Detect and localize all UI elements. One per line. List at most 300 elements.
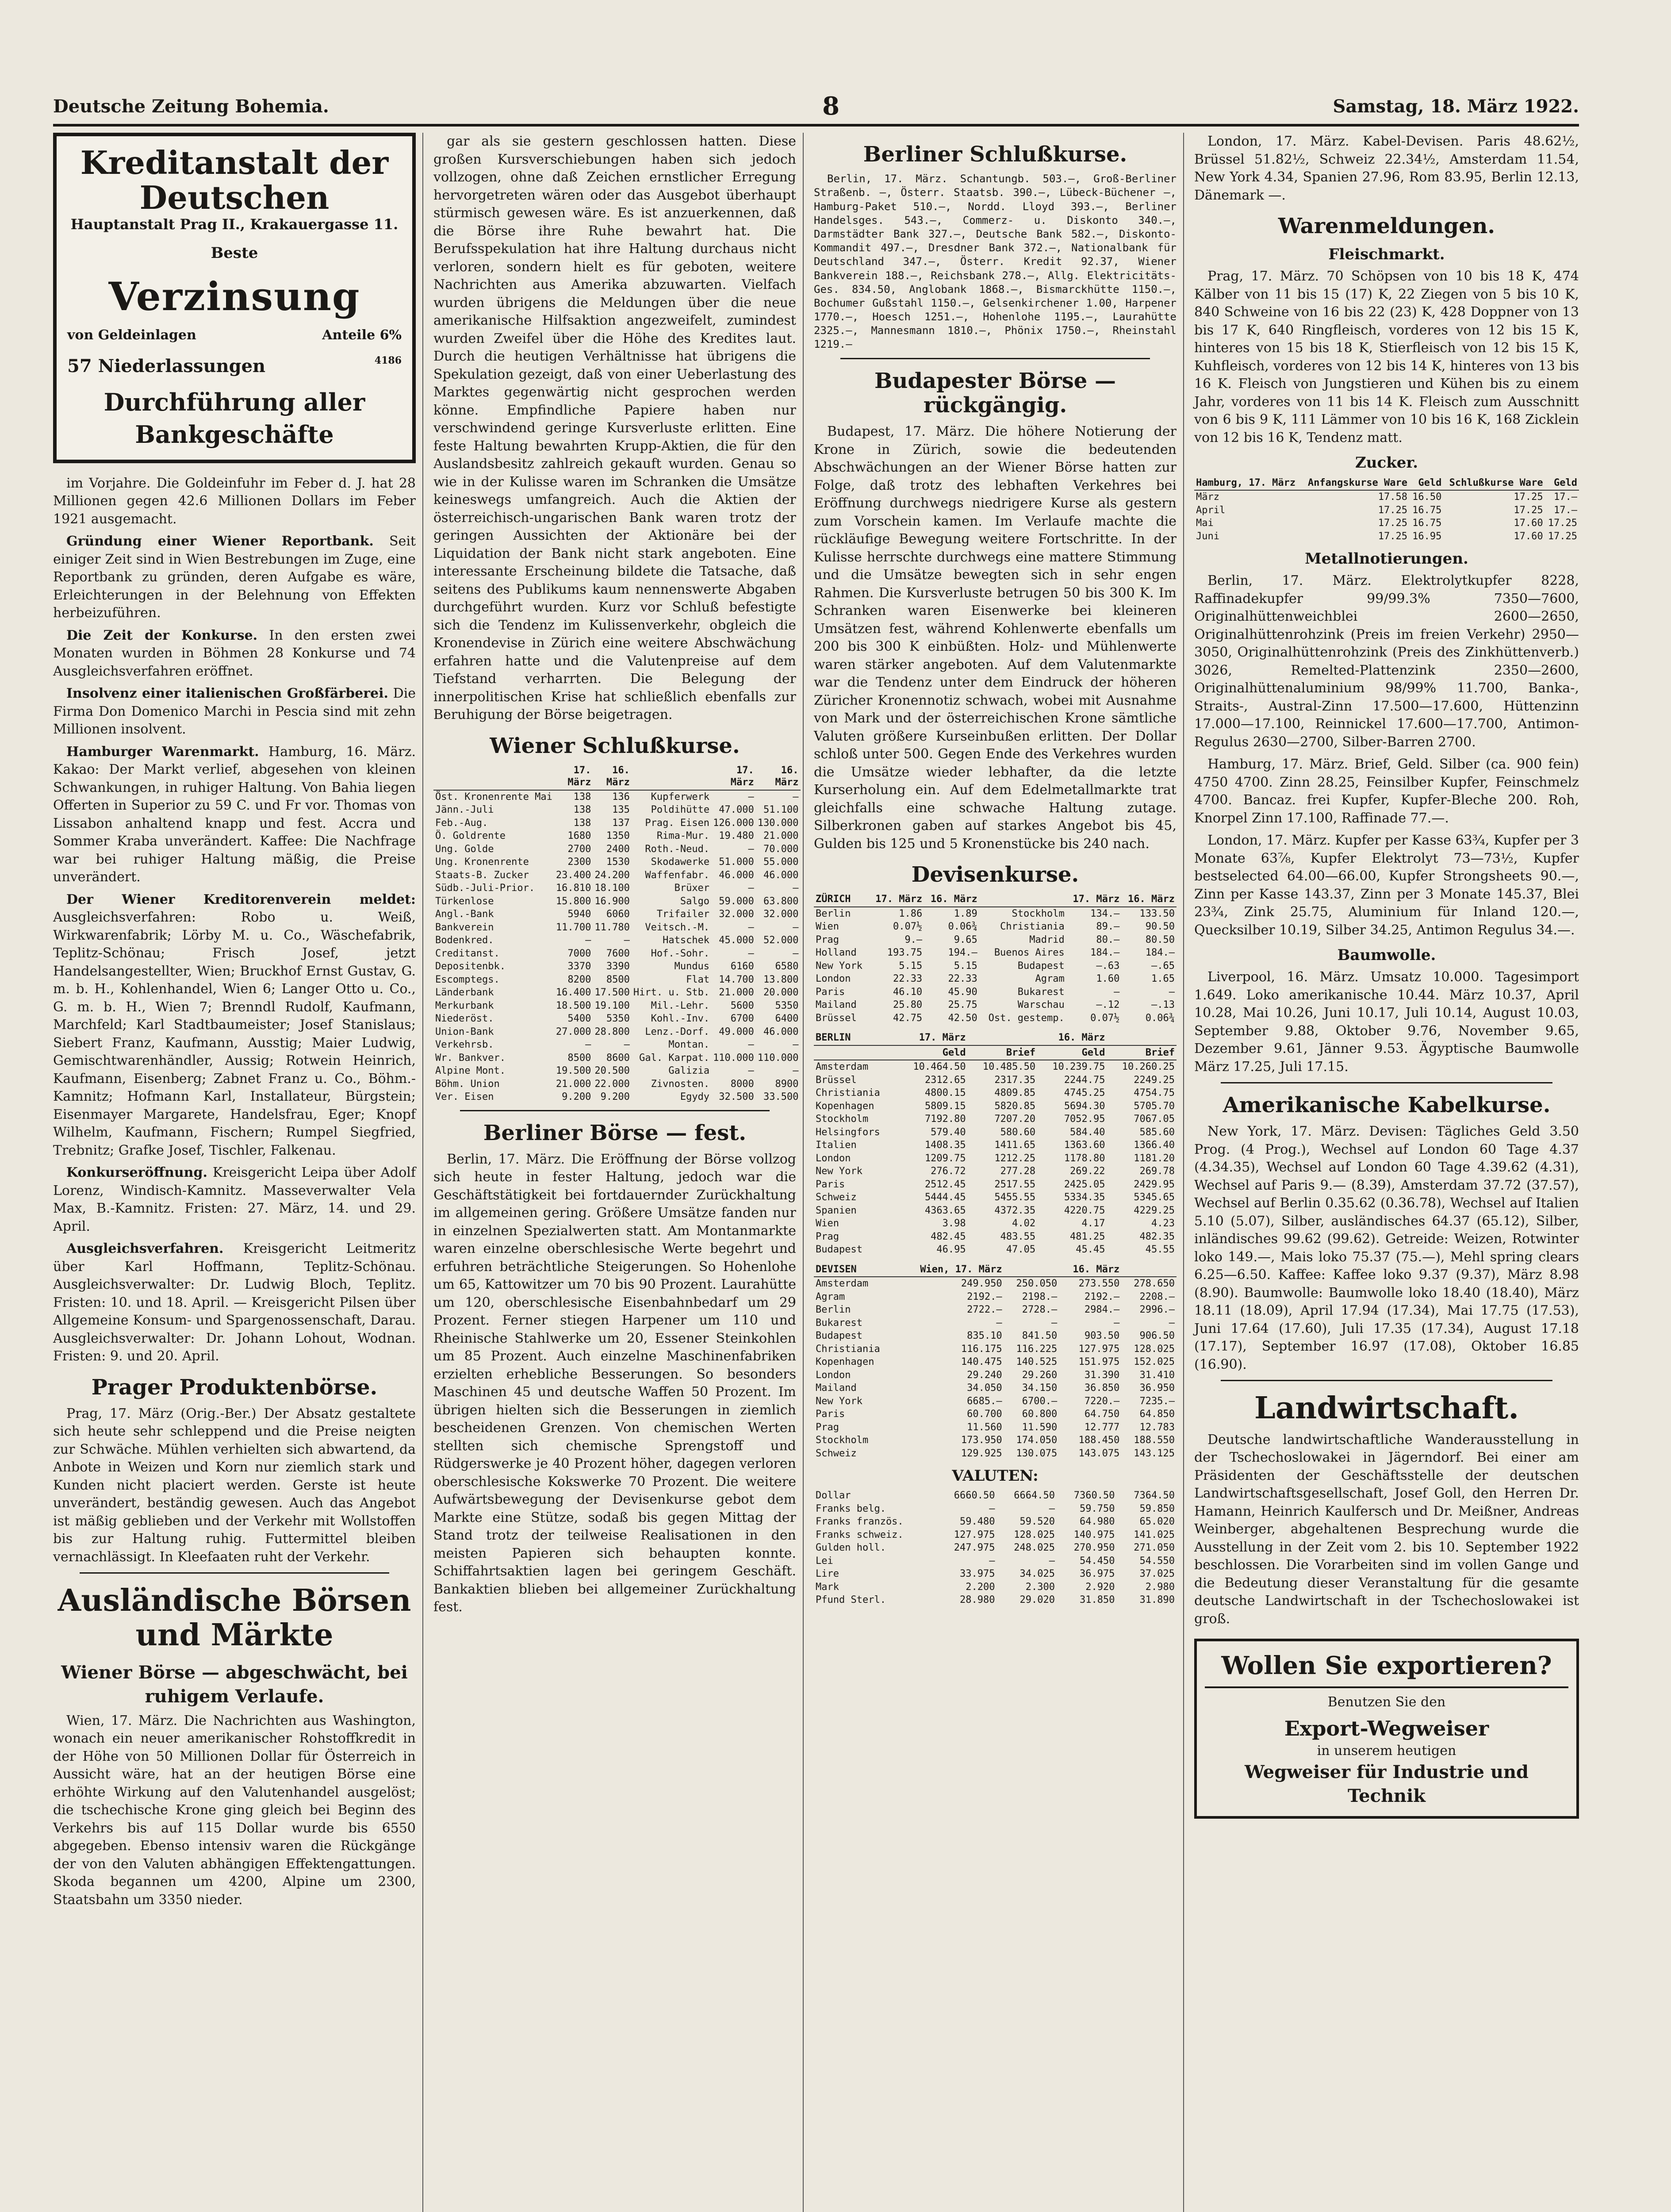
column-1 — [53, 133, 416, 2212]
table-cell: 42.75 — [893, 1012, 923, 1024]
table-cell: 60.700 — [967, 1409, 1002, 1420]
table-row — [433, 790, 801, 804]
table-row — [814, 1489, 1177, 1502]
table-cell: 5.15 — [899, 960, 923, 972]
table-header-cell: 16. März — [756, 764, 801, 790]
table-cell: 4.02 — [1012, 1218, 1036, 1229]
article-paragraph — [53, 685, 416, 739]
kreditanstalt-advertisement — [53, 133, 416, 463]
table-cell: Prag — [816, 934, 839, 945]
table-cell: 173.950 — [961, 1435, 1002, 1446]
table-cell: 585.60 — [1139, 1126, 1175, 1138]
header-masthead: Deutsche Zeitung Bohemia. — [53, 96, 329, 117]
article-paragraph: London, 17. März. Kupfer per Kasse 63¾, Kupfer per 3 Monate 63⅞, Kupfer Elektrolyt 73—73½, Kupfer bestselected 64.00—66.00, Kupfer Strongsheets 90.—, Zinn per Kasse 143.37, Zinn per 3 Monate 145.37, Blei 23¾, Zink 25.75, Aluminium für Inland 120.—, Quecksilber 10.19, Silber 34.25, Antimon Regulus 34.—. — [1194, 833, 1579, 938]
table-header-cell: 17. März — [869, 892, 924, 907]
table-cell: Paris — [816, 1179, 845, 1190]
table-cell: 2.200 — [966, 1581, 995, 1593]
table-row — [814, 1356, 1177, 1369]
table-cell: — — [624, 935, 630, 946]
table-header-cell: Geld — [1409, 476, 1443, 491]
table-cell: Christiania — [816, 1087, 880, 1099]
table-cell: 110.000 — [757, 1052, 799, 1064]
table-cell: — — [1049, 1503, 1055, 1514]
section-title-prager-produktenboerse: Prager Produktenbörse. — [91, 1375, 378, 1400]
table-cell: 52.000 — [763, 935, 799, 946]
table-header-cell: 17. März — [898, 1031, 967, 1045]
table-cell: 0.07½ — [893, 921, 923, 933]
table-cell: 12.777 — [1084, 1421, 1120, 1433]
table-header-cell: 17. März — [711, 764, 756, 790]
article-paragraph — [53, 743, 416, 887]
table-cell: 70.000 — [763, 843, 799, 855]
table-cell: New York — [816, 1166, 862, 1177]
table-cell: Holland — [816, 947, 857, 959]
table-cell: Gulden holl. — [816, 1542, 886, 1554]
article-paragraph: Berlin, 17. März. Elektrolytkupfer 8228, Raffinadekupfer 99/99.3% 7350—7600, Originalhüttenweichblei 2600—2650, Originalhüttenrohzink (Preis im freien Verkehr) 2950—3050, Originalhüttenrohzink (Preis des Zinkhüttenverb.) 3026, Remelted-Plattenzink 2350—2600, Originalhüttenaluminium 98/99% 11.700, Banka-, Straits-, Austral-Zinn 17.500—17.600, Hüttenzinn 17.000—17.100, Reinnickel 17.600—17.700, Antimon-Regulus 2630—2700, Silber-Barren 2700. — [1194, 573, 1579, 750]
table-cell: 2517.55 — [994, 1179, 1036, 1190]
table-cell: 19.500 — [556, 1065, 591, 1077]
table-cell: — — [793, 1039, 799, 1051]
table-cell: —.12 — [1096, 999, 1120, 1011]
table-cell: New York — [816, 1395, 862, 1407]
zucker-table — [1194, 476, 1579, 543]
table-cell: Ung. Kronenrente — [435, 856, 529, 868]
table-cell: 17.25 — [1514, 504, 1543, 516]
table-cell: 25.80 — [893, 999, 923, 1011]
ad-durchfuehrung: Durchführung aller Bankgeschäfte — [103, 388, 365, 449]
table-cell: 5455.55 — [994, 1192, 1036, 1203]
table-cell: Waffenfabr. — [645, 869, 710, 881]
article-paragraph — [53, 1240, 416, 1366]
table-cell: 59.000 — [719, 895, 754, 907]
table-cell: 188.550 — [1134, 1435, 1175, 1446]
table-cell: — — [1169, 986, 1175, 998]
table-header-cell — [1107, 1031, 1177, 1045]
table-cell: 2700 — [567, 843, 591, 855]
table-row — [814, 1012, 1177, 1025]
table-cell: 7052.95 — [1064, 1114, 1105, 1125]
table-cell: 249.950 — [961, 1278, 1002, 1290]
table-row — [433, 908, 801, 921]
table-cell: Franks schweiz. — [816, 1529, 904, 1540]
export-ad-title: Wollen Sie exportieren? — [1205, 1649, 1568, 1688]
table-row — [814, 946, 1177, 960]
table-cell: 130.000 — [757, 817, 799, 829]
table-cell: 28.800 — [594, 1026, 630, 1037]
table-cell: 8900 — [775, 1078, 799, 1090]
table-header-cell: 17. März — [1066, 892, 1122, 907]
paragraph-head: Der Wiener Kreditorenverein meldet: — [66, 891, 416, 907]
divider — [1221, 1380, 1552, 1381]
table-cell: 2192.— — [1084, 1291, 1120, 1302]
table-row — [814, 1074, 1177, 1087]
table-cell: — — [793, 791, 799, 803]
divider — [1221, 1082, 1552, 1083]
table-row — [433, 1012, 801, 1025]
table-cell: 1209.75 — [924, 1152, 966, 1164]
table-cell: 0.06¾ — [948, 921, 977, 933]
table-cell: 138 — [573, 817, 591, 829]
table-cell: 7235.— — [1139, 1395, 1175, 1407]
table-cell: Brüxer — [674, 883, 710, 894]
table-cell: 15.800 — [556, 895, 591, 907]
table-row — [814, 1178, 1177, 1191]
section-title-devisenkurse: Devisenkurse. — [911, 862, 1079, 887]
table-cell: 2400 — [606, 843, 630, 855]
table-cell: 17.— — [1554, 504, 1577, 516]
table-cell: 64.980 — [1080, 1516, 1115, 1528]
table-cell: Buenos Aires — [994, 947, 1065, 959]
table-cell: New York — [816, 960, 862, 972]
zurich-devisen-table — [814, 892, 1177, 1025]
table-cell: 31.410 — [1139, 1369, 1175, 1381]
table-row — [814, 920, 1177, 933]
table-cell: 17.25 — [1378, 504, 1408, 516]
table-cell: 32.500 — [719, 1091, 754, 1103]
table-cell: — — [1114, 986, 1120, 998]
table-cell: Lenz.-Dorf. — [645, 1026, 710, 1037]
table-cell: 11.700 — [556, 922, 591, 933]
berlin-devisen-table — [814, 1031, 1177, 1256]
table-row — [814, 1217, 1177, 1230]
table-cell: 584.40 — [1070, 1126, 1105, 1138]
table-cell: Budapest — [1017, 960, 1065, 972]
table-cell: — — [989, 1503, 995, 1514]
paragraph-text: Die Firma Don Domenico Marchi in Pescia sind mit zehn Millionen insolvent. — [53, 686, 416, 737]
table-cell: 2300 — [567, 856, 591, 868]
table-cell: Warschau — [1017, 999, 1065, 1011]
table-cell: 24.200 — [594, 869, 630, 881]
table-cell: 273.550 — [1078, 1278, 1120, 1290]
subsection-title-zucker: Zucker. — [1355, 454, 1418, 472]
table-cell: 59.850 — [1139, 1503, 1175, 1514]
table-cell: 9.65 — [954, 934, 977, 945]
table-cell: Kupferwerk — [651, 791, 710, 803]
table-header-cell: 16. März — [1037, 1031, 1107, 1045]
table-cell: 46.95 — [936, 1244, 966, 1256]
table-cell: Italien — [816, 1140, 857, 1151]
table-cell: 59.520 — [1019, 1516, 1055, 1528]
table-cell: 7000 — [567, 948, 591, 959]
table-cell: Hof.-Sohr. — [651, 948, 710, 959]
table-cell: 17.25 — [1378, 518, 1408, 529]
table-cell: 5705.70 — [1134, 1100, 1175, 1112]
ad-verzinsung: Verzinsung — [108, 273, 360, 320]
table-cell: Länderbank — [435, 987, 494, 998]
table-cell: Hirt. u. Stb. — [633, 987, 710, 998]
table-cell: London — [816, 973, 851, 985]
table-cell: Veitsch.-M. — [645, 922, 710, 933]
table-row — [814, 1139, 1177, 1152]
table-cell: — — [748, 843, 754, 855]
table-cell: Budapest — [816, 1330, 862, 1342]
table-cell: 5600 — [730, 1000, 754, 1011]
section-title-auslaendische-boersen: Ausländische Börsen und Märkte — [57, 1583, 411, 1653]
table-cell: — — [748, 883, 754, 894]
table-row — [814, 1369, 1177, 1382]
table-cell: 6400 — [775, 1013, 799, 1025]
table-cell: 22.000 — [594, 1078, 630, 1090]
table-cell: Staats-B. Zucker — [435, 869, 529, 881]
table-cell: — — [748, 791, 754, 803]
table-row — [814, 1434, 1177, 1447]
table-cell: 6685.— — [967, 1395, 1002, 1407]
table-row — [814, 1243, 1177, 1256]
export-ad-line: Export-Wegweiser — [1284, 1717, 1489, 1741]
table-row — [814, 1382, 1177, 1395]
table-header-cell: Geld — [1545, 476, 1579, 491]
table-cell: 5444.45 — [924, 1192, 966, 1203]
table-cell: 2512.45 — [924, 1179, 966, 1190]
table-cell: Depositenbk. — [435, 961, 506, 972]
article-paragraph: Prag, 17. März (Orig.-Ber.) Der Absatz gestaltete sich heute sehr schleppend und die Preise neigten zur Schwäche. Mühlen verhielten sich abwartend, da Anbote in Weizen und Korn nur ziemlich stark und Kunden nicht placiert werden. Gerste ist heute unverändert, beständig gewesen. Auch das Angebot ist mäßig geblieben und der Verkehr mit Wollstoffen bis zur Haltung ruhig. Futtermittel bleiben vernachlässigt. In Kleefaaten ruht der Verkehr. — [53, 1406, 416, 1565]
table-cell: 11.780 — [594, 922, 630, 933]
table-cell: 1530 — [606, 856, 630, 868]
table-cell: Roth.-Neud. — [645, 843, 710, 855]
table-cell: 6160 — [730, 961, 754, 972]
table-cell: — — [585, 935, 591, 946]
table-cell: Bodenkred. — [435, 935, 494, 946]
table-cell: 128.025 — [1134, 1343, 1175, 1355]
table-cell: 22.33 — [948, 973, 977, 985]
table-cell: — — [793, 883, 799, 894]
table-row — [814, 1555, 1177, 1568]
column-2 — [433, 133, 799, 2212]
table-cell: 21.000 — [763, 830, 799, 842]
table-row — [1194, 530, 1579, 543]
table-cell: Brüssel — [816, 1074, 857, 1086]
article-paragraph: Prag, 17. März. 70 Schöpsen von 10 bis 18 K, 474 Kälber von 11 bis 15 (17) K, 22 Ziegen von 5 bis 10 K, 840 Schweine von 16 bis 22 (23) K, 428 Doppner von 13 bis 17 K, 640 Ringfleisch, vorderes von 12 bis 15 K, hinteres von 15 bis 18 K, Stierfleisch von 12 bis 15 K, Kuhfleisch, vorderes von 12 bis 14 K, hinteres von 13 bis 16 K. Fleisch von Jungstieren und Kühen bis zu einem Jahr, vorderes von 11 bis 14 K. Fleisch zum Ausschnitt von 6 bis 9 K, 111 Lämmer von 10 bis 16 K, 168 Zicklein von 12 bis 16 K, Tendenz matt. — [1194, 269, 1579, 445]
table-row — [433, 1064, 801, 1078]
table-cell: 55.000 — [763, 856, 799, 868]
table-row — [433, 1038, 801, 1052]
table-cell: 143.125 — [1134, 1448, 1175, 1459]
table-cell: 7220.— — [1084, 1395, 1120, 1407]
table-row — [814, 1230, 1177, 1244]
table-cell: 129.925 — [961, 1448, 1002, 1459]
article-paragraph: im Vorjahre. Die Goldeinfuhr im Feber d. J. hat 28 Millionen gegen 42.6 Millionen Dollars im Feber 1921 ausgemacht. — [53, 475, 416, 527]
table-cell: Mil.-Lehr. — [651, 1000, 710, 1011]
table-cell: Kohl.-Inv. — [651, 1013, 710, 1025]
table-cell: 14.700 — [719, 974, 754, 985]
table-cell: 5694.30 — [1064, 1100, 1105, 1112]
table-header-cell — [1004, 1263, 1059, 1277]
table-cell: 2.980 — [1145, 1581, 1175, 1593]
table-row — [433, 1078, 801, 1091]
table-cell: Union-Bank — [435, 1026, 494, 1037]
table-header-cell: Brief — [968, 1045, 1037, 1060]
table-cell: 277.28 — [1000, 1166, 1036, 1177]
paragraph-head: Konkurseröffnung. — [66, 1165, 207, 1181]
table-cell: 5345.65 — [1134, 1192, 1175, 1203]
table-cell: 28.980 — [960, 1594, 995, 1606]
table-cell: 36.975 — [1080, 1568, 1115, 1580]
subsection-title-metallnotierungen: Metallnotierungen. — [1305, 550, 1468, 568]
table-cell: 7600 — [606, 948, 630, 959]
table-row — [814, 1165, 1177, 1178]
table-cell: 174.050 — [1016, 1435, 1058, 1446]
table-cell: Ung. Golde — [435, 843, 494, 855]
table-cell: 1350 — [606, 830, 630, 842]
table-cell: 80.— — [1096, 934, 1120, 945]
section-title-amerikanische-kabelkurse: Amerikanische Kabelkurse. — [1223, 1093, 1551, 1118]
table-cell: 6664.50 — [1014, 1490, 1055, 1502]
table-row — [814, 1541, 1177, 1555]
table-cell: 5.15 — [954, 960, 977, 972]
table-row — [433, 1052, 801, 1065]
table-cell: 841.50 — [1022, 1330, 1058, 1342]
table-cell: Südb.-Juli-Prior. — [435, 883, 535, 894]
table-cell: Alpine Mont. — [435, 1065, 506, 1077]
table-cell: —.65 — [1151, 960, 1175, 972]
table-row — [814, 1204, 1177, 1217]
column-rule — [1183, 133, 1184, 2212]
table-cell: 4363.65 — [924, 1205, 966, 1216]
table-cell: 46.000 — [763, 869, 799, 881]
table-cell: Hatschek — [663, 935, 710, 946]
table-cell: 22.33 — [893, 973, 923, 985]
table-cell: 1408.35 — [924, 1140, 966, 1151]
table-cell: 580.60 — [1000, 1126, 1036, 1138]
table-cell: 140.525 — [1016, 1356, 1058, 1368]
table-row — [433, 973, 801, 987]
article-paragraph: Berlin, 17. März. Die Eröffnung der Börse vollzog sich heute in fester Haltung, jedoch war die Geschäftstätigkeit bei fortdauernder Zurückhaltung im allgemeinen gering. Größere Umsätze fanden nur in einzelnen Spezialwerten statt. Am Montanmarkte waren einzelne oberschlesische Werte begehrt und erfuhren beträchtliche Steigerungen. So Hohenlohe um 65, Kattowitzer um 70 bis 90 Prozent. Laurahütte um 120, oberschlesische Eisenbahnbedarf um 29 Prozent. Ferner stiegen Harpener um 110 und Rheinische Stahlwerke um 20, Essener Steinkohlen um 85 Prozent. Auch einzelne Maschinenfabriken erzielten erhebliche Besserungen. So besonders Maschinen 45 und deutsche Waffen 50 Prozent. Im übrigen hielten sich die Besserungen in ziemlich bescheidenen Grenzen. Von chemischen Werten stellten sich chemische Sprengstoff und Rüdgerswerke je 40 Prozent höher, dagegen verloren oberschlesische Kokswerke 70 Prozent. Die weitere Aufwärtsbewegung der Devisenkurse gebot dem Markte eine Stütze, sodaß bis gegen Mittag der Stand trotz der teilweise Realisationen in den meisten Papieren sich behaupten konnte. Schiffahrtsaktien lagen bei geringem Geschäft. Bankaktien blieben bei allgemeiner Zurückhaltung fest. — [433, 1151, 796, 1615]
table-cell: 2312.65 — [924, 1074, 966, 1086]
table-cell: Trifailer — [656, 909, 710, 920]
table-cell: 42.50 — [948, 1012, 977, 1024]
article-paragraph: gar als sie gestern geschlossen hatten. Diese großen Kursverschiebungen haben sich jedoch vollzogen, ohne daß Zeichen ernstlicher Erregung hervorgetreten wären oder das Ausgebot überhaupt stürmisch gewesen wäre. Es ist anzuerkennen, daß die Börse ihre Ruhe bewahrt hat. Die Berufsspekulation hat ihre Haltung durchaus nicht verloren, sondern hielt es für geboten, weitere Nachrichten aus Amerika abzuwarten. Vielfach wurden übrigens die Meldungen über die neue amerikanische Hilfsaktion angezweifelt, zumindest wurden Zweifel über die Höhe des Kredites laut. Durch die heutigen Verhältnisse hat übrigens die Spekulation gezeigt, daß von einer Ueberlastung des Marktes gegenwärtig nicht gesprochen werden könne. Empfindliche Papiere haben nur verschwindend geringe Kursverluste erlitten. Eine feste Haltung bewahrten Krupp-Aktien, die für den Auslandsbesitz zahlreich gekauft wurden. Genau so wie in der Kulisse waren im Schranken die Umsätze keineswegs umfangreich. Auch die Aktien der österreichisch-ungarischen Bank waren trotz der geringen Aussichten der Aktionäre bei der Liquidation der Bank nicht stark angeboten. Eine interessante Erscheinung bildete die Tatsache, daß seitens des Publikums kaum nennenswerte Abgaben durchgeführt wurden. Kurz vor Schluß befestigte sich die Tendenz im Kulissenverkehr, obgleich die Kronendevise in Zürich eine weitere Abschwächung erfahren hatte und die Valutenpreise auf dem Tiefstand verharrten. Die Belegung der innerpolitischen Krise hat schließlich ebenfalls zur Beruhigung der Börse beigetragen. — [433, 134, 796, 722]
table-cell: 2249.25 — [1134, 1074, 1175, 1086]
table-cell: 188.450 — [1078, 1435, 1120, 1446]
table-header-cell: ZÜRICH — [814, 892, 869, 907]
article-paragraph: Wien, 17. März. Die Nachrichten aus Washington, wonach ein neuer amerikanischer Rohstoffkredit in der Höhe von 50 Millionen Dollar für Österreich in Aussicht wäre, hat an der heutigen Börse eine erhöhte Wirkung auf den Valutenhandel ausgelöst; die tschechische Krone ging gleich bei Beginn des Verkehrs bis auf 115 Dollar wurde bis 6550 abgegeben. Ebenso intensiv waren die Rückgänge der von den Valuten abhängigen Effektengattungen. Skoda begannen um 4200, Alpine um 2300, Staatsbahn um 3350 nieder. — [53, 1713, 416, 1908]
table-header-cell: Hamburg, 17. März — [1194, 476, 1302, 491]
table-cell: 4372.35 — [994, 1205, 1036, 1216]
table-header-cell: DEVISEN — [814, 1263, 898, 1277]
article-paragraph — [53, 533, 416, 622]
table-row — [433, 882, 801, 895]
ad-phone: 4186 — [374, 354, 402, 366]
table-cell: 482.45 — [931, 1231, 966, 1242]
table-cell: 1680 — [567, 830, 591, 842]
table-cell: 2996.— — [1139, 1304, 1175, 1316]
table-cell: 136 — [612, 791, 630, 803]
table-cell: März — [1196, 492, 1219, 503]
table-cell: 16.75 — [1412, 518, 1442, 529]
table-cell: Mailand — [816, 999, 857, 1011]
section-title-berliner-schlusskurse: Berliner Schlußkurse. — [863, 142, 1127, 167]
table-cell: 25.75 — [948, 999, 977, 1011]
table-cell: 47.05 — [1006, 1244, 1036, 1256]
table-row — [1194, 517, 1579, 530]
table-cell: Pfund Sterl. — [816, 1594, 886, 1606]
table-cell: 141.025 — [1134, 1529, 1175, 1540]
table-cell: 7360.50 — [1073, 1490, 1115, 1502]
table-cell: Angl.-Bank — [435, 909, 494, 920]
table-cell: 65.020 — [1139, 1516, 1175, 1528]
table-cell: London — [816, 1152, 851, 1164]
table-cell: Galizia — [668, 1065, 710, 1077]
table-cell: Creditanst. — [435, 948, 500, 959]
export-ad-line: in unserem heutigen — [1317, 1743, 1456, 1759]
table-cell: 4800.15 — [924, 1087, 966, 1099]
table-cell: 7364.50 — [1134, 1490, 1175, 1502]
table-cell: 2192.— — [967, 1291, 1002, 1302]
table-row — [433, 1091, 801, 1104]
table-row — [433, 817, 801, 830]
table-cell: 2.300 — [1025, 1581, 1055, 1593]
table-cell: 1212.25 — [994, 1152, 1036, 1164]
table-cell: 16.400 — [556, 987, 591, 998]
table-cell: 4745.25 — [1064, 1087, 1105, 1099]
table-cell: 143.075 — [1078, 1448, 1120, 1459]
table-cell: 4.17 — [1081, 1218, 1105, 1229]
table-cell: Öst. Kronenrente Mai — [435, 791, 552, 803]
table-cell: Ver. Eisen — [435, 1091, 494, 1103]
table-row — [814, 1408, 1177, 1421]
table-row — [814, 1060, 1177, 1074]
table-cell: 2984.— — [1084, 1304, 1120, 1316]
table-cell: Amsterdam — [816, 1061, 869, 1073]
table-cell: 8500 — [567, 1052, 591, 1064]
wien-devisen-table — [814, 1263, 1177, 1460]
table-row — [433, 960, 801, 973]
table-header-cell: Anfangskurse Ware — [1302, 476, 1409, 491]
table-row — [1194, 490, 1579, 504]
table-row — [814, 1126, 1177, 1139]
header-date: Samstag, 18. März 1922. — [1333, 96, 1579, 117]
table-cell: 4229.25 — [1134, 1205, 1175, 1216]
table-header-cell: Geld — [1037, 1045, 1107, 1060]
table-header-cell: Geld — [898, 1045, 967, 1060]
table-cell: 27.000 — [556, 1026, 591, 1037]
table-cell: 54.550 — [1139, 1555, 1175, 1567]
table-cell: Lire — [816, 1568, 839, 1580]
table-cell: Böhm. Union — [435, 1078, 500, 1090]
table-row — [433, 1025, 801, 1039]
table-cell: 483.55 — [1000, 1231, 1036, 1242]
table-cell: 45.55 — [1145, 1244, 1175, 1256]
table-row — [814, 1191, 1177, 1204]
table-cell: Kopenhagen — [816, 1100, 874, 1112]
table-cell: Salgo — [680, 895, 710, 907]
table-row — [814, 1581, 1177, 1594]
table-row — [1194, 504, 1579, 517]
table-cell: — — [1049, 1555, 1055, 1567]
table-cell: 127.975 — [954, 1529, 995, 1540]
table-cell: 18.500 — [556, 1000, 591, 1011]
table-cell: 835.10 — [967, 1330, 1002, 1342]
table-cell: 32.000 — [719, 909, 754, 920]
table-row — [814, 1329, 1177, 1343]
table-cell: 194.— — [948, 947, 977, 959]
table-cell: 135 — [612, 804, 630, 816]
table-cell: 90.50 — [1145, 921, 1175, 933]
table-row — [814, 1303, 1177, 1317]
table-cell: 36.950 — [1139, 1382, 1175, 1394]
section-title-warenmeldungen: Warenmeldungen. — [1278, 214, 1495, 238]
table-cell: Niederöst. — [435, 1013, 494, 1025]
table-cell: 906.50 — [1139, 1330, 1175, 1342]
table-cell: 5809.15 — [924, 1100, 966, 1112]
table-cell: 1.89 — [954, 908, 977, 919]
table-cell: 2198.— — [1022, 1291, 1058, 1302]
table-cell: 33.975 — [960, 1568, 995, 1580]
table-cell: 49.000 — [719, 1026, 754, 1037]
table-cell: —.13 — [1151, 999, 1175, 1011]
table-row — [814, 933, 1177, 947]
table-header-cell — [433, 764, 554, 790]
